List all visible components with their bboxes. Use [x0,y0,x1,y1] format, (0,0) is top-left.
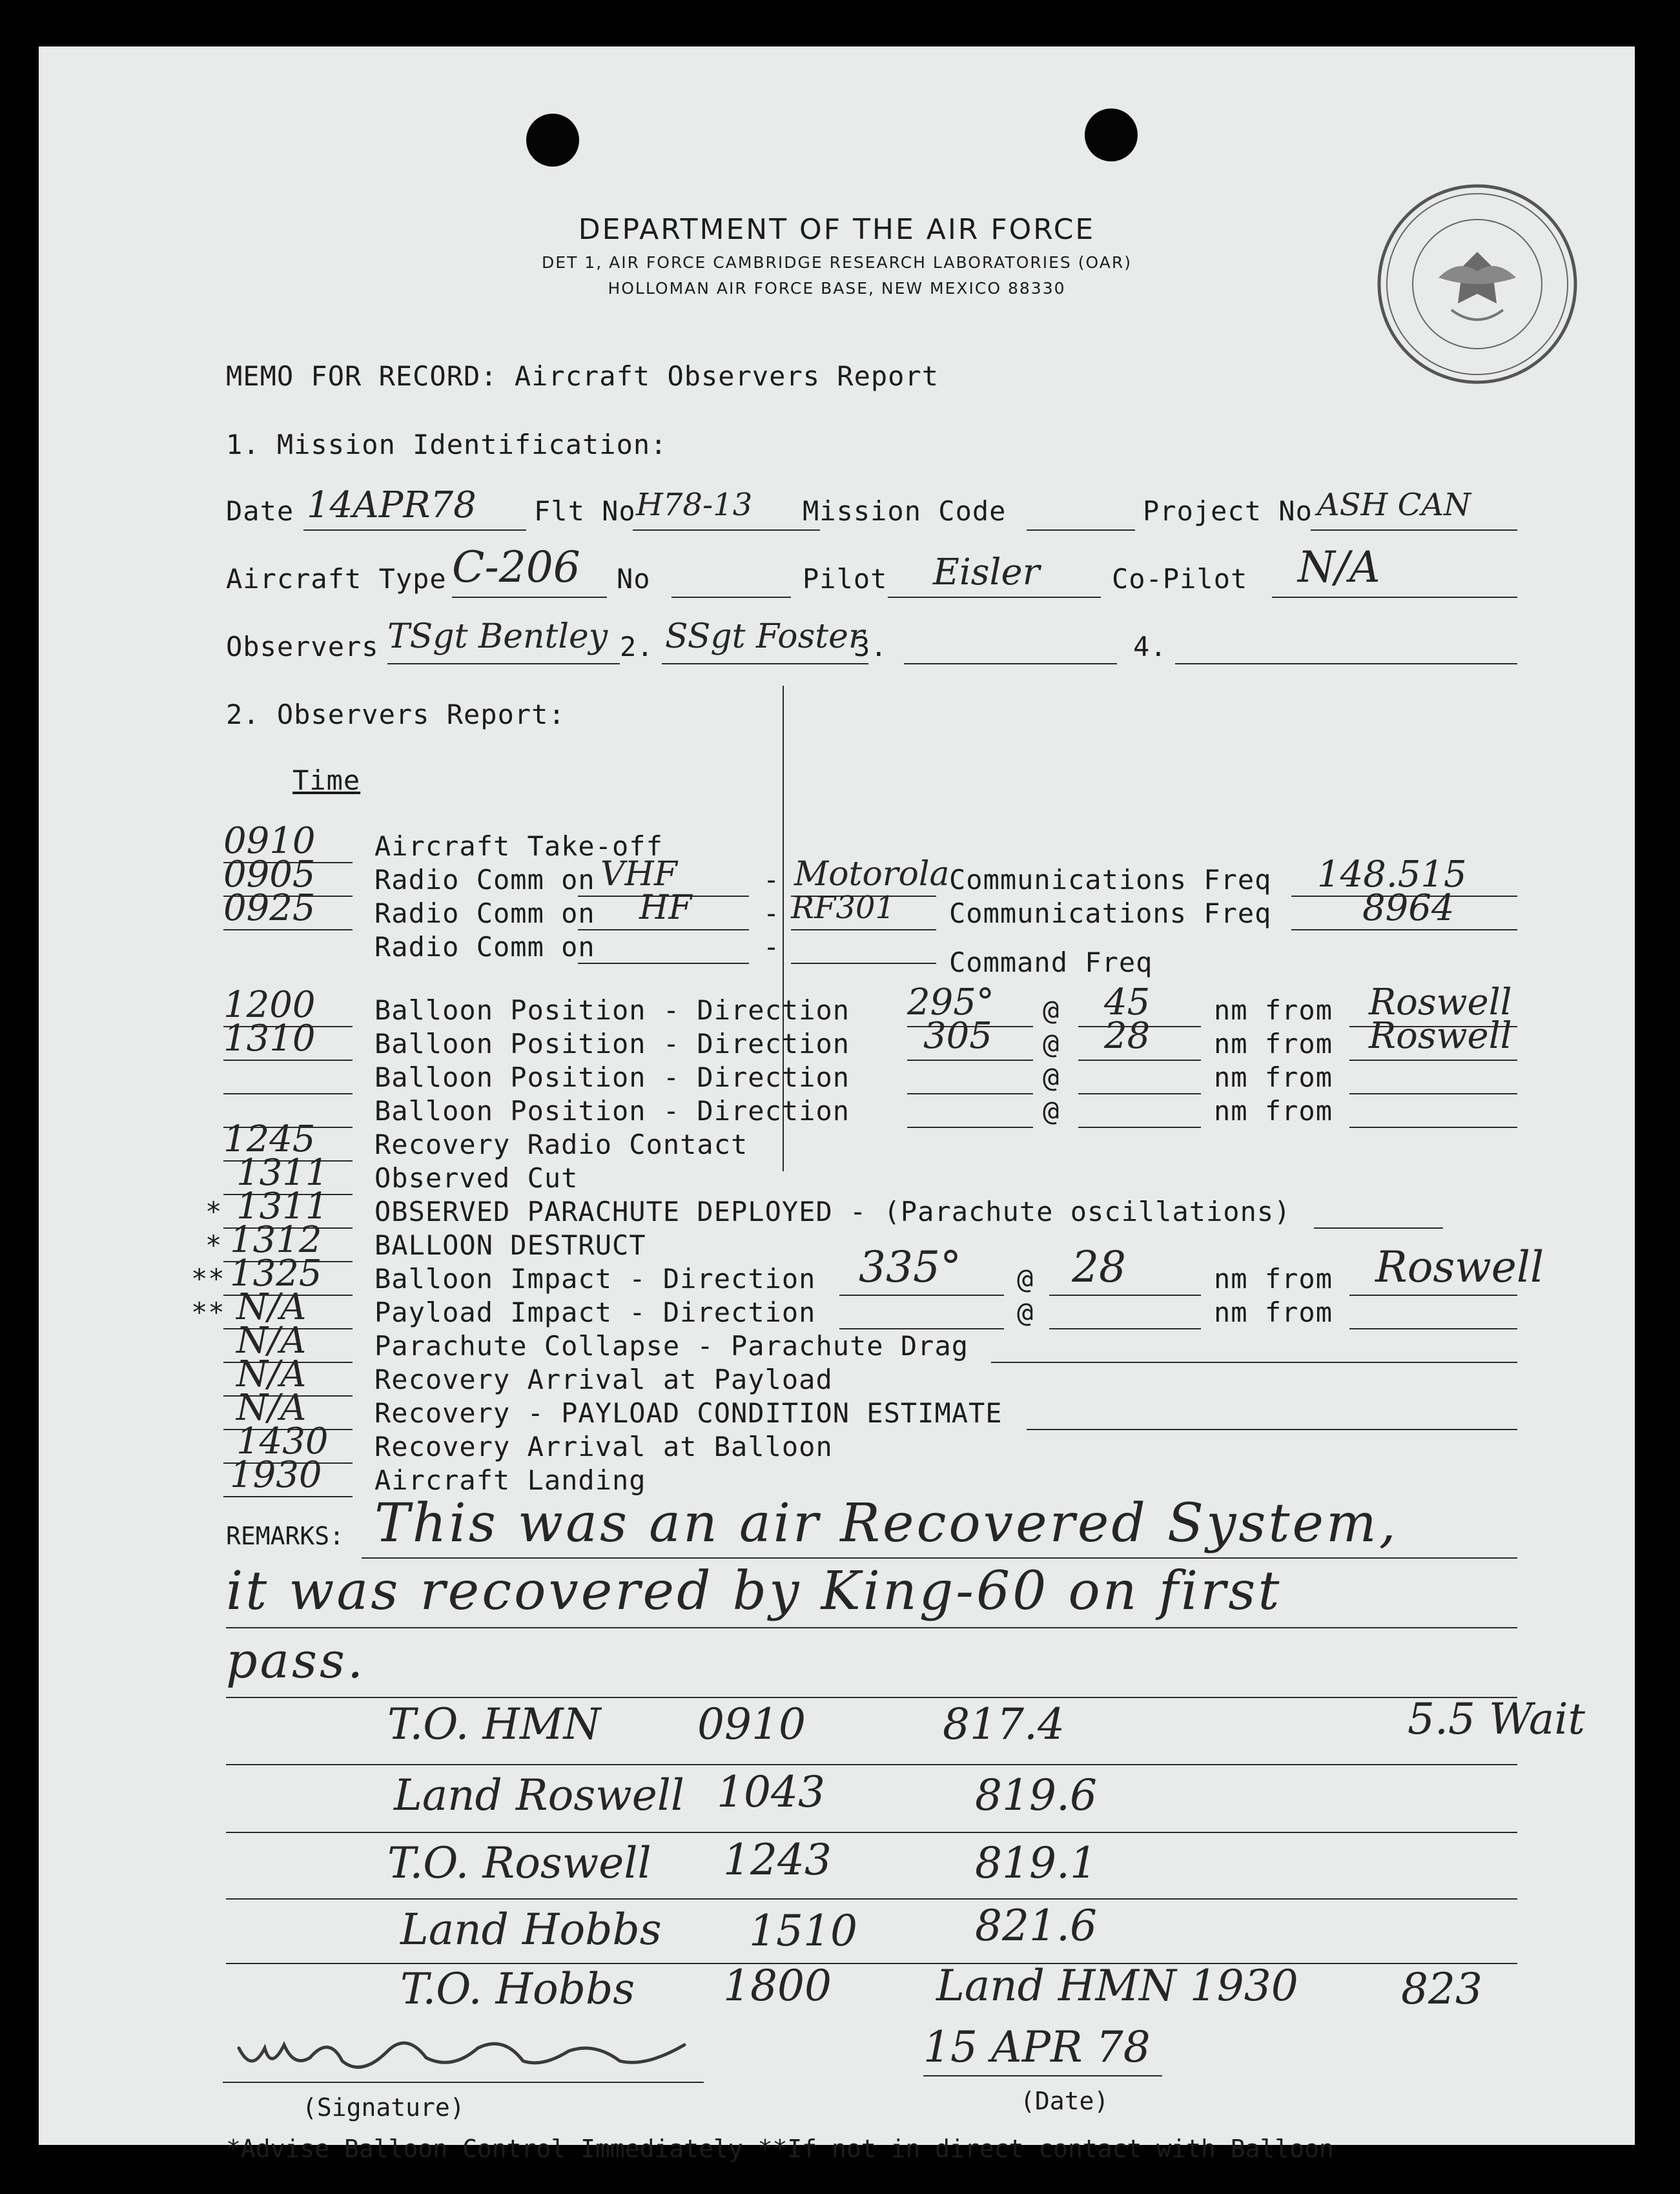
row-label: Recovery Arrival at Payload [374,1364,833,1395]
field-underline [791,929,936,930]
log-reading: 819.6 [975,1770,1097,1820]
field-underline [1049,1328,1201,1329]
row-mark: * [205,1196,223,1227]
log-time: 0910 [697,1699,806,1749]
field-underline [1349,1295,1517,1296]
row-time: N/A [236,1320,307,1362]
row-time: 1325 [230,1253,322,1295]
pilot-value: Eisler [933,551,1040,593]
signed-date: 15 APR 78 [923,2022,1151,2072]
row-label: OBSERVED PARACHUTE DEPLOYED - (Parachute oscillations) [374,1196,1291,1227]
row-from: nm from [1214,1061,1333,1093]
row-label: Recovery Arrival at Balloon [374,1431,833,1462]
base-line: HOLLOMAN AIR FORCE BASE, NEW MEXICO 88330 [608,279,1066,298]
field-underline [907,1060,1033,1061]
row-place: Roswell [1369,981,1512,1023]
row-distance: 45 [1104,981,1151,1023]
log-event: T.O. Hobbs [400,1964,635,2014]
mission-code-label: Mission Code [803,495,1007,527]
field-underline [839,1295,1004,1296]
row-radio: Motorola [794,855,950,894]
field-underline [578,929,749,930]
row-label: Payload Impact - Direction [374,1297,816,1328]
row-label: Aircraft Landing [374,1464,646,1496]
row-from: nm from [1214,1263,1333,1295]
row-time: 1311 [236,1152,329,1194]
row-at: @ [1017,1263,1034,1295]
section1-heading: 1. Mission Identification: [226,429,668,460]
field-underline [1311,529,1517,531]
log-note: 5.5 Wait [1408,1694,1586,1744]
row-time: 0910 [223,820,316,862]
time-underline [223,929,353,930]
row-label: Observed Cut [374,1162,579,1194]
row-label: Balloon Position - Direction [374,994,850,1026]
field-underline [1314,1227,1443,1229]
field-underline [303,529,526,531]
row-band: VHF [600,855,677,894]
field-underline [452,597,607,598]
row-distance: 28 [1104,1015,1151,1057]
row-place: Roswell [1375,1242,1544,1292]
row-time: 1310 [223,1018,316,1060]
row-mark: ** [191,1263,225,1295]
field-underline [662,663,868,664]
project-label: Project No [1143,495,1313,527]
remarks-rule [226,1764,1517,1765]
row-band: HF [639,888,692,927]
remarks-label: REMARKS: [226,1522,345,1550]
row-from: nm from [1214,1095,1333,1127]
row-label: Recovery - PAYLOAD CONDITION ESTIMATE [374,1397,1003,1429]
log-event: Land Hobbs [400,1905,662,1954]
log-note: 823 [1401,1964,1482,2014]
row-label: Radio Comm on [374,931,595,963]
time-column-header: Time [292,764,361,796]
row-value: 148.515 [1317,854,1467,896]
punch-hole [1085,108,1138,161]
row-extra: Command Freq [949,947,1153,978]
field-underline [1078,1060,1201,1061]
row-dash: - [763,864,781,896]
row-mark: * [205,1229,223,1261]
date-value: 14APR78 [307,484,476,526]
project-value: ASH CAN [1317,487,1471,523]
signature-mark [232,2022,697,2080]
row-at: @ [1017,1297,1034,1328]
date-label: (Date) [1020,2087,1109,2115]
row-from: nm from [1214,1028,1333,1060]
row-time: 1312 [230,1219,322,1261]
remarks-rule [226,1697,1517,1698]
log-time: 1043 [717,1767,825,1817]
field-underline [1349,1060,1517,1061]
field-underline [907,1093,1033,1094]
field-underline [1078,1093,1201,1094]
field-underline [387,663,620,664]
field-underline [904,663,1117,664]
time-underline [223,1060,353,1061]
row-value: 8964 [1362,887,1455,929]
log-time: 1510 [749,1906,857,1956]
field-underline [1291,929,1517,930]
row-direction: 295° [907,981,994,1023]
row-label: Radio Comm on [374,897,595,929]
date-line [923,2075,1162,2076]
remarks-rule [362,1557,1517,1559]
row-direction: 335° [859,1242,961,1292]
field-underline [888,597,1101,598]
field-underline [1349,1127,1517,1128]
row-time: N/A [236,1286,307,1328]
row-label: Aircraft Take-off [374,830,663,862]
log-time: 1243 [723,1835,832,1885]
field-underline [633,529,820,531]
flt-value: H78-13 [636,487,753,523]
row-label: Recovery Radio Contact [374,1129,748,1160]
row-dash: - [763,931,781,963]
copilot-label: Co-Pilot [1112,563,1248,595]
memo-title: MEMO FOR RECORD: Aircraft Observers Report [226,360,939,392]
remarks-line-1: This was an air Recovered System, [374,1493,1398,1554]
signature-label: (Signature) [302,2093,465,2122]
observer-2-label: 2. [620,631,654,662]
log-time: 1800 [723,1961,832,2011]
no-label: No [617,563,651,595]
observer-1: TSgt Bentley [387,617,608,656]
flt-label: Flt No [534,495,636,527]
memo-page [39,46,1635,2163]
observers-label: Observers [226,631,379,662]
log-reading: 821.6 [975,1901,1097,1951]
pilot-label: Pilot [803,563,888,595]
log-reading: 817.4 [943,1699,1065,1749]
log-event: Land Roswell [394,1770,684,1820]
row-at: @ [1043,994,1060,1026]
unit-line: DET 1, AIR FORCE CAMBRIDGE RESEARCH LABORATORIES (OAR) [542,253,1132,272]
row-at: @ [1043,1061,1060,1093]
remarks-line-2: it was recovered by King-60 on first [226,1561,1282,1622]
footer-note: *Advise Balloon Control Immediately **If not in direct contact with Balloon [226,2135,1334,2163]
aircraft-label: Aircraft Type [226,563,447,595]
row-time: N/A [236,1387,307,1429]
field-underline [671,597,791,598]
field-underline [1027,1429,1517,1430]
row-label: Balloon Position - Direction [374,1061,850,1093]
log-reading: Land HMN 1930 [936,1961,1298,2011]
field-underline [1049,1295,1201,1296]
field-underline [1349,1328,1517,1329]
row-radio: RF301 [791,890,896,926]
observer-4-label: 4. [1133,631,1167,662]
row-dash: - [763,897,781,929]
punch-hole [526,114,579,167]
remarks-rule [226,1832,1517,1833]
row-time: 1930 [230,1454,322,1496]
remarks-rule [226,1627,1517,1628]
row-time: 1245 [223,1118,316,1160]
row-time: 0905 [223,854,316,896]
log-reading: 819.1 [975,1838,1097,1888]
signature-line [223,2082,704,2083]
field-underline [839,1328,1004,1329]
row-from: nm from [1214,1297,1333,1328]
time-underline [223,1496,353,1497]
observer-2: SSgt Foster [665,617,865,656]
field-underline [1272,597,1517,598]
aircraft-value: C-206 [452,542,580,592]
row-at: @ [1043,1095,1060,1127]
row-time: 1311 [236,1185,329,1227]
row-time: 0925 [223,887,316,929]
field-underline [1349,1093,1517,1094]
row-extra: Communications Freq [949,864,1272,896]
row-time: 1200 [223,984,316,1026]
row-label: Balloon Position - Direction [374,1095,850,1127]
section2-heading: 2. Observers Report: [226,699,566,730]
remarks-rule [226,1898,1517,1900]
row-extra: Communications Freq [949,897,1272,929]
row-at: @ [1043,1028,1060,1060]
copilot-value: N/A [1298,542,1380,592]
field-underline [578,963,749,964]
row-mark: ** [191,1297,225,1328]
log-event: T.O. HMN [387,1699,601,1749]
row-direction: 305 [923,1015,992,1057]
field-underline [791,963,936,964]
row-time: 1430 [236,1420,329,1462]
row-time: N/A [236,1353,307,1395]
row-place: Roswell [1369,1015,1512,1057]
log-event: T.O. Roswell [387,1838,651,1888]
row-label: Parachute Collapse - Parachute Drag [374,1330,969,1362]
observer-3-label: 3. [854,631,888,662]
row-from: nm from [1214,994,1333,1026]
date-label: Date [226,495,294,527]
row-label: BALLOON DESTRUCT [374,1229,646,1261]
time-underline [223,1093,353,1094]
row-label: Radio Comm on [374,864,595,896]
field-underline [1027,529,1135,531]
row-label: Balloon Impact - Direction [374,1263,816,1295]
row-label: Balloon Position - Direction [374,1028,850,1060]
field-underline [907,1127,1033,1128]
field-underline [1078,1127,1201,1128]
field-underline [1175,663,1517,664]
remarks-line-3: pass. [226,1632,366,1689]
field-underline [991,1362,1517,1363]
department-title: DEPARTMENT OF THE AIR FORCE [578,213,1096,246]
row-distance: 28 [1072,1242,1126,1292]
